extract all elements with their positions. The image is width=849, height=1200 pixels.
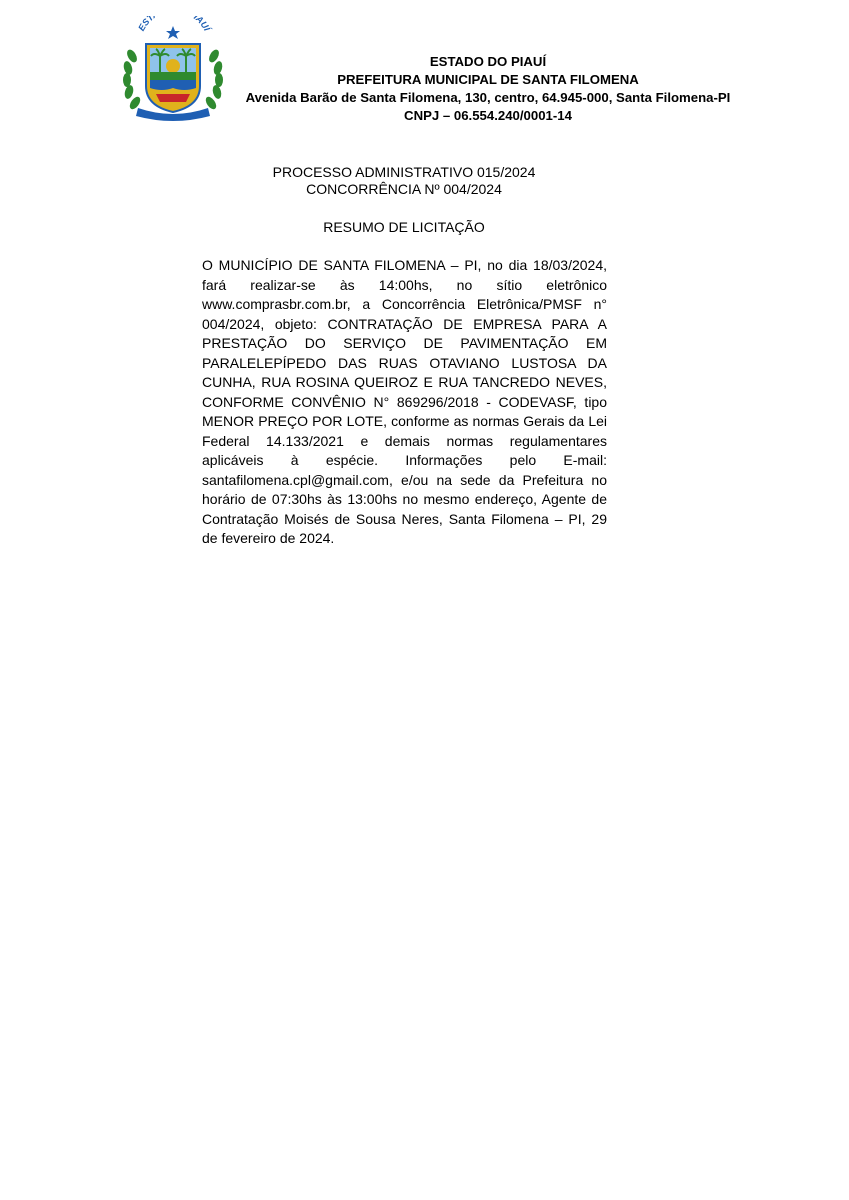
prefecture-address: Avenida Barão de Santa Filomena, 130, centro, 64.945-000, Santa Filomena-PI xyxy=(245,90,731,105)
notice-body: O MUNICÍPIO DE SANTA FILOMENA – PI, no dia 18/03/2024, fará realizar-se às 14:00hs, no sítio eletrônico www.comprasbr.com.br, a Concorrência Eletrônica/PMSF n° 004/2024, objeto: CONTRATAÇÃO DE EMPRESA PARA A PRESTAÇÃO DO SERVIÇO DE PAVIMENTAÇÃO EM PARALELEPÍPEDO DAS RUAS OTAVIANO LUSTOSA DA CUNHA, RUA ROSINA QUEIROZ E RUA TANCREDO NEVES, CONFORME CONVÊNIO N° 869296/2018 - CODEVASF, tipo MENOR PREÇO POR LOTE, conforme as normas Gerais da Lei Federal 14.133/2021 e demais normas regulamentares aplicáveis à espécie. Informações pelo E-mail: santafilomena.cpl@gmail.com, e/ou na sede da Prefeitura no horário de 07:30hs às 13:00hs no mesmo endereço, Agente de Contratação Moisés de Sousa Neres, Santa Filomena – PI, 29 de fevereiro de 2024. xyxy=(202,257,607,546)
letterhead xyxy=(238,53,738,125)
concorrencia-number: CONCORRÊNCIA Nº 004/2024 xyxy=(306,181,502,197)
process-block xyxy=(200,164,608,198)
document-title: RESUMO DE LICITAÇÃO xyxy=(323,219,485,235)
coat-of-arms-icon xyxy=(118,16,228,124)
prefecture-cnpj: CNPJ – 06.554.240/0001-14 xyxy=(404,108,572,123)
coat-of-arms-label: EST IAUÍ xyxy=(136,16,212,33)
prefecture-name: PREFEITURA MUNICIPAL DE SANTA FILOMENA xyxy=(337,72,639,87)
state-name: ESTADO DO PIAUÍ xyxy=(429,54,547,69)
process-number: PROCESSO ADMINISTRATIVO 015/2024 xyxy=(272,164,536,180)
